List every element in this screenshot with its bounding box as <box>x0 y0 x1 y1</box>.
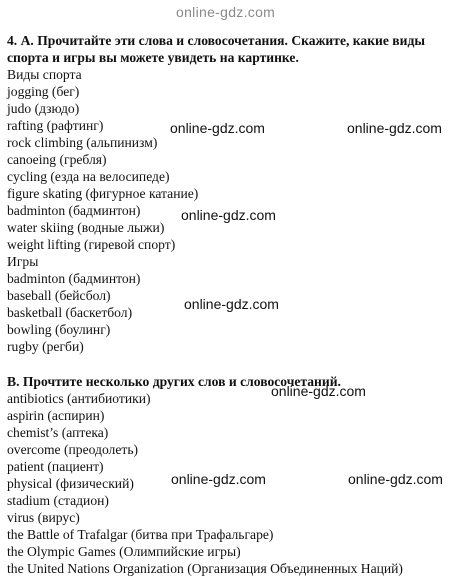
watermark: online-gdz.com <box>271 383 366 399</box>
watermark-top: online-gdz.com <box>176 4 276 20</box>
section-a-heading-line1: 4. А. Прочитайте эти слова и словосочетания. Скажите, какие виды <box>7 33 425 48</box>
watermark: online-gdz.com <box>348 471 443 487</box>
list-item: stadium (стадион) <box>7 493 109 508</box>
list-item: patient (пациент) <box>7 459 104 474</box>
list-item: antibiotics (антибиотики) <box>7 391 151 406</box>
watermark: online-gdz.com <box>184 296 279 312</box>
list-item: bowling (боулинг) <box>7 322 111 337</box>
list-item: overcome (преодолеть) <box>7 442 139 457</box>
sports-title: Виды спорта <box>7 67 82 82</box>
watermark: online-gdz.com <box>347 120 442 136</box>
watermark: online-gdz.com <box>181 207 276 223</box>
list-item: aspirin (аспирин) <box>7 408 105 423</box>
list-item: rugby (регби) <box>7 339 84 354</box>
list-item: virus (вирус) <box>7 510 80 525</box>
section-b-heading: B. Прочтите несколько других слов и словосочетаний. <box>7 374 341 389</box>
list-item: badminton (бадминтон) <box>7 271 141 286</box>
list-item: physical (физический) <box>7 476 134 491</box>
watermark: online-gdz.com <box>171 471 266 487</box>
list-item: judo (дзюдо) <box>7 101 80 116</box>
list-item: rock climbing (альпинизм) <box>7 135 158 150</box>
list-item: the Olympic Games (Олимпийские игры) <box>7 544 241 559</box>
watermark: online-gdz.com <box>170 120 265 136</box>
list-item: the United Nations Organization (Организация Объединенных Наций) <box>7 561 403 576</box>
section-a-heading-line2: спорта и игры вы можете увидеть на картинке. <box>7 50 299 65</box>
list-item: the Battle of Trafalgar (битва при Трафальгаре) <box>7 527 274 542</box>
games-title: Игры <box>7 254 39 269</box>
list-item: basketball (баскетбол) <box>7 305 133 320</box>
list-item: badminton (бадминтон) <box>7 203 141 218</box>
list-item: jogging (бег) <box>7 84 80 99</box>
list-item: water skiing (водные лыжи) <box>7 220 165 235</box>
list-item: rafting (рафтинг) <box>7 118 104 133</box>
list-item: weight lifting (гиревой спорт) <box>7 237 176 252</box>
list-item: baseball (бейсбол) <box>7 288 111 303</box>
list-item: figure skating (фигурное катание) <box>7 186 199 201</box>
list-item: chemist’s (аптека) <box>7 425 109 440</box>
list-item: cycling (езда на велосипеде) <box>7 169 170 184</box>
list-item: canoeing (гребля) <box>7 152 107 167</box>
